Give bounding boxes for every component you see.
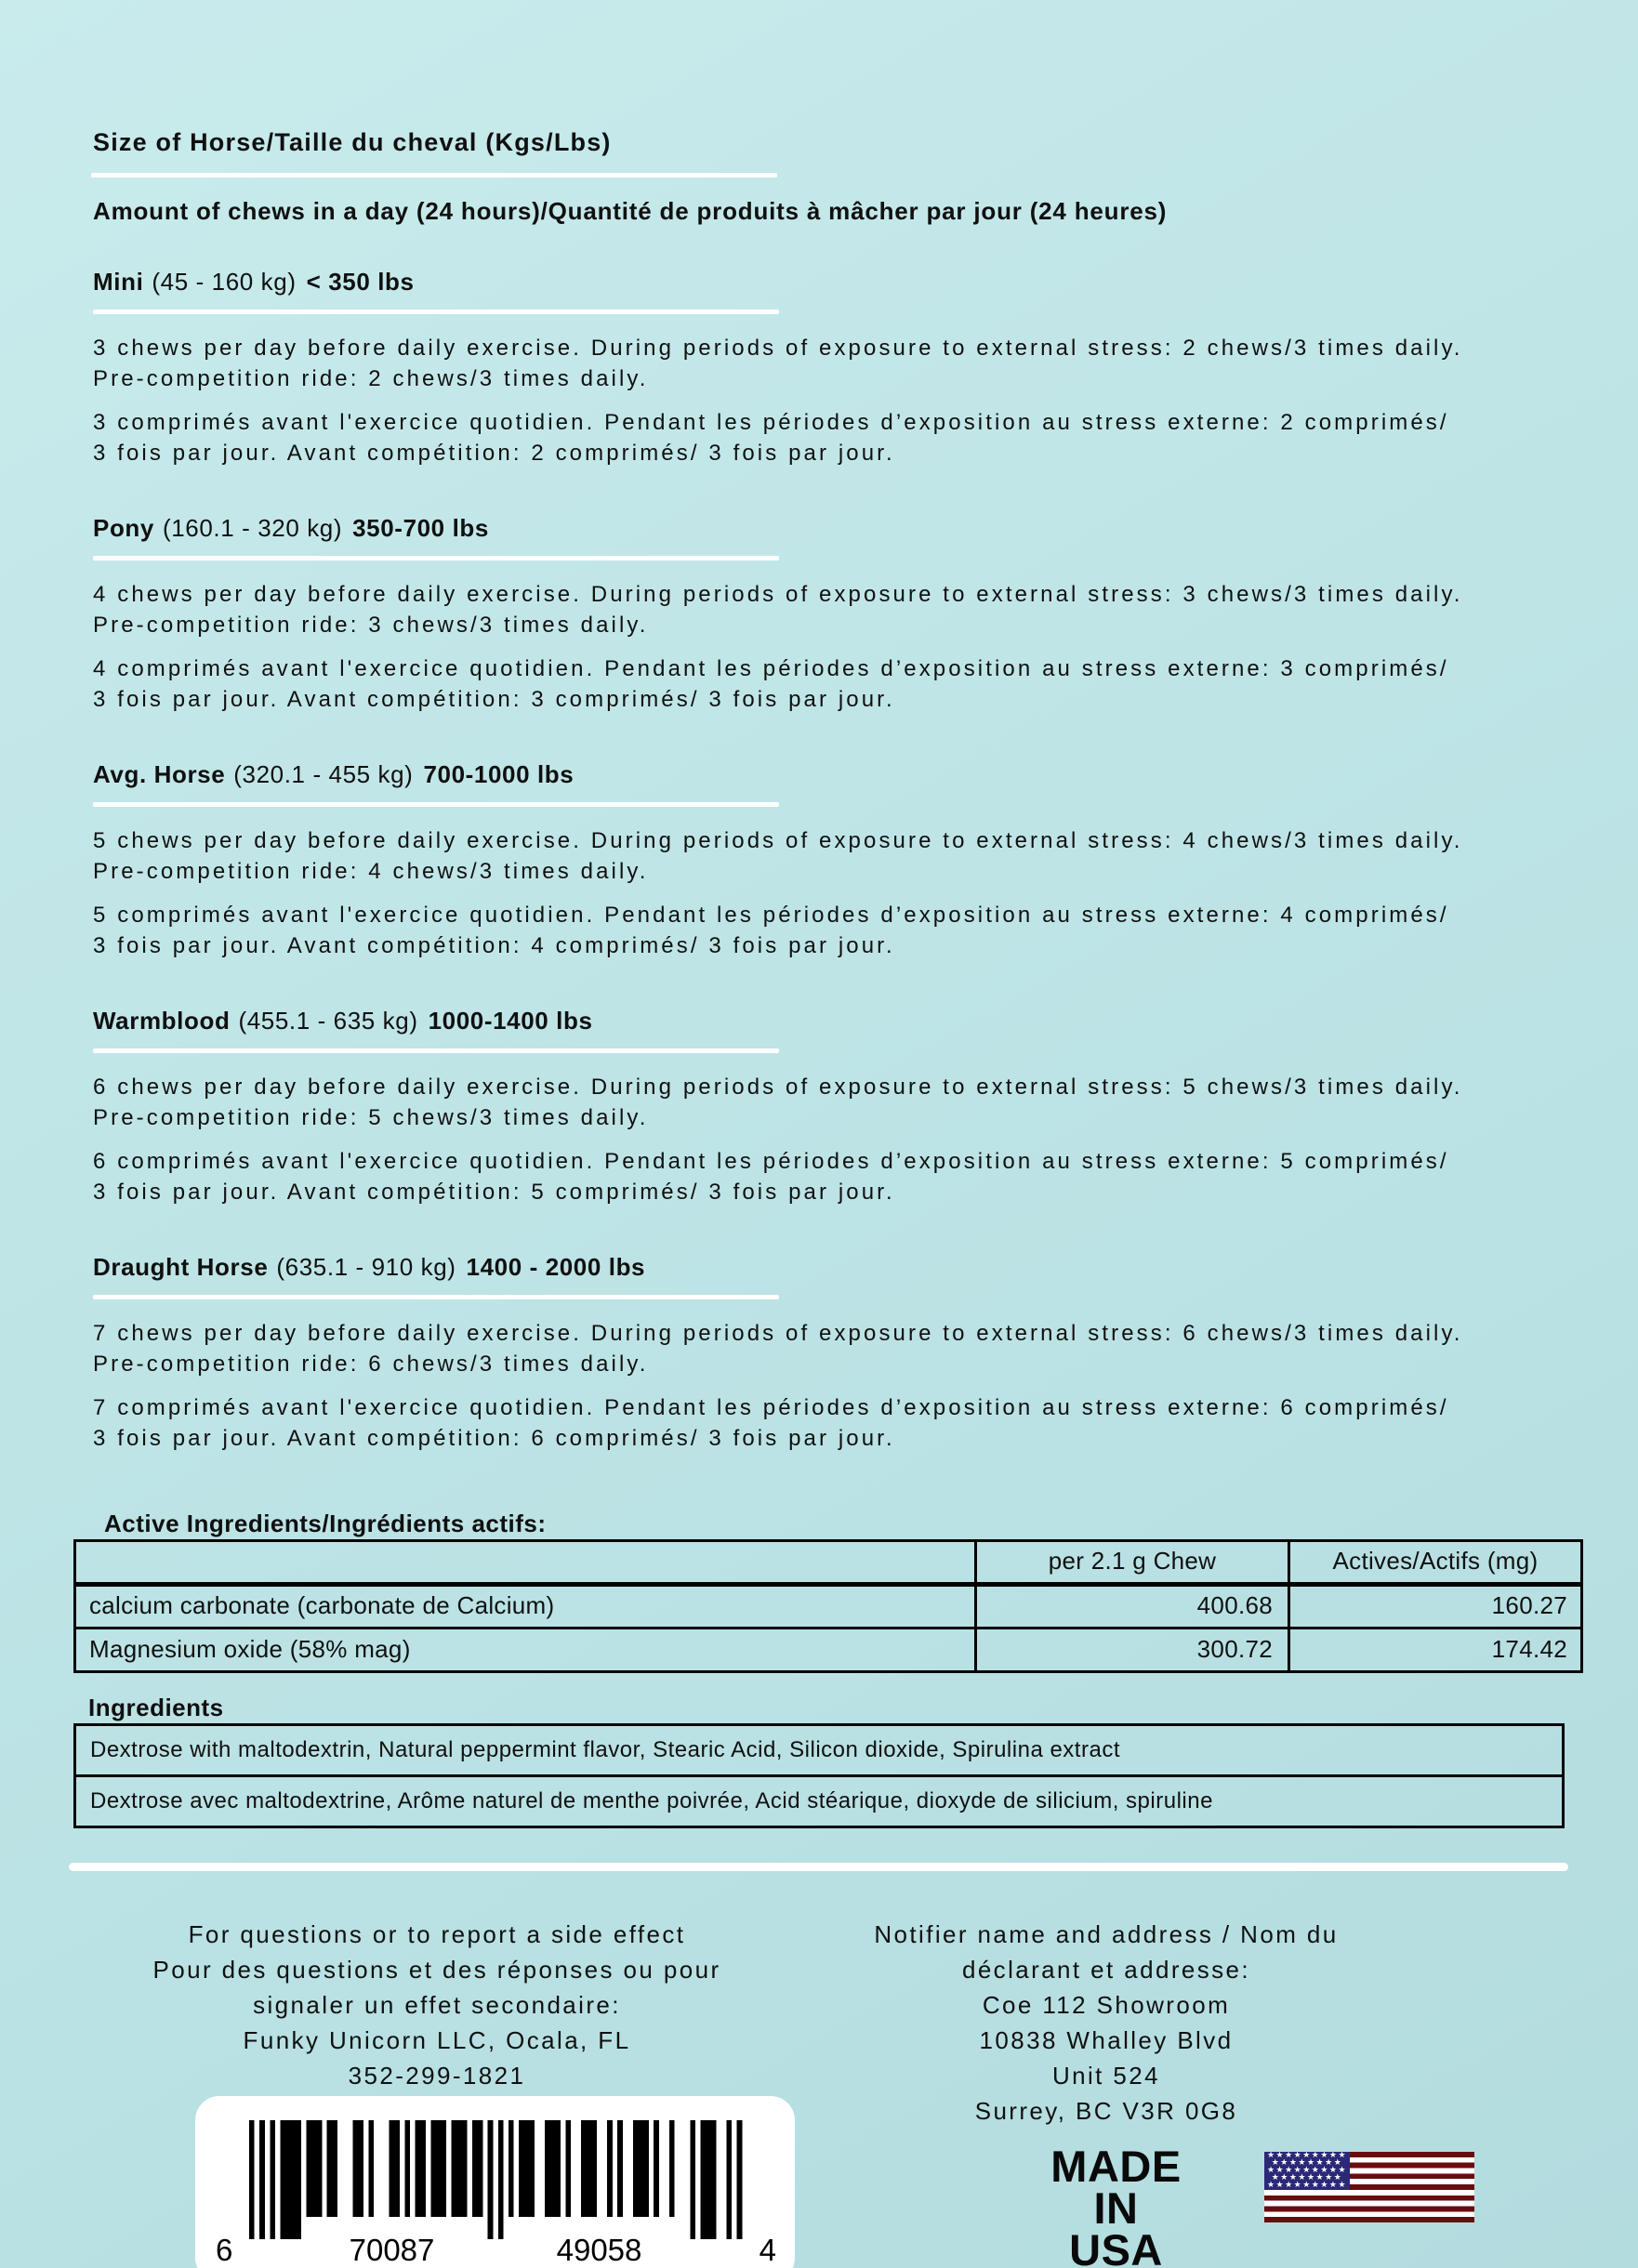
made-line: MADE bbox=[1050, 2142, 1182, 2191]
notifier-line: Unit 524 bbox=[1051, 2062, 1161, 2090]
dose-section-heading bbox=[93, 1253, 1469, 1282]
us-flag-icon bbox=[1264, 2152, 1474, 2222]
lbs-range: < 350 lbs bbox=[306, 268, 415, 296]
made-line: USA bbox=[1069, 2225, 1163, 2268]
table-row bbox=[75, 1585, 1582, 1628]
contact-line: Pour des questions et des réponses ou pour bbox=[152, 1956, 721, 1984]
dose-section-draught-horse bbox=[93, 1253, 1469, 1454]
table-header-row bbox=[75, 1541, 1582, 1585]
kg-range: (45 - 160 kg) bbox=[152, 268, 297, 296]
dose-text-fr: 7 comprimés avant l'exercice quotidien. Pendant les périodes d’exposition au stress externe: 6 comprimés/ 3 fois par jour. Avant compétition: 6 comprimés/ 3 fois par jour. bbox=[93, 1395, 1449, 1451]
dose-section-heading bbox=[93, 760, 1469, 789]
dose-section-warmblood bbox=[93, 1007, 1469, 1207]
dose-text-en: 3 chews per day before daily exercise. During periods of exposure to external stress: 2 chews/3 times daily. Pre-competition ride: 2 chews/3 times daily. bbox=[93, 336, 1463, 391]
page-subtitle: Amount of chews in a day (24 hours)/Quantité de produits à mâcher par jour (24 heures) bbox=[93, 197, 1168, 225]
ingredients-en: Dextrose with maltodextrin, Natural peppermint flavor, Stearic Acid, Silicon dioxide, Spirulina extract bbox=[90, 1737, 1120, 1762]
flag-canton: ★★★★★★★★★ ★★★★★★★★ ★★★★★★★★★ ★★★★★★★★ ★★★★★★★★★ bbox=[1264, 2152, 1350, 2190]
dose-section-pony bbox=[93, 514, 1469, 715]
lbs-range: 700-1000 lbs bbox=[423, 760, 575, 788]
kg-range: (635.1 - 910 kg) bbox=[276, 1253, 456, 1281]
lbs-range: 1400 - 2000 lbs bbox=[466, 1253, 646, 1281]
section-underline bbox=[93, 310, 779, 314]
contact-line: For questions or to report a side effect bbox=[188, 1920, 686, 1948]
section-underline bbox=[93, 556, 779, 560]
made-line: IN bbox=[1093, 2183, 1139, 2233]
dose-section-avg-horse bbox=[93, 760, 1469, 961]
page-title: Size of Horse/Taille du cheval (Kgs/Lbs) bbox=[93, 128, 612, 156]
table-row bbox=[75, 1628, 1582, 1672]
white-divider bbox=[69, 1863, 1568, 1871]
contact-line: Funky Unicorn LLC, Ocala, FL bbox=[243, 2026, 631, 2054]
section-underline bbox=[93, 1048, 779, 1053]
notifier-line: Coe 112 Showroom bbox=[982, 1991, 1231, 2019]
barcode-digit-trail: 4 bbox=[759, 2233, 776, 2267]
kg-range: (455.1 - 635 kg) bbox=[238, 1007, 418, 1035]
title-underline bbox=[91, 173, 777, 178]
horse-size-name: Pony bbox=[93, 514, 154, 542]
barcode bbox=[195, 2096, 795, 2268]
dose-text-en: 4 chews per day before daily exercise. During periods of exposure to external stress: 3 chews/3 times daily. Pre-competition ride: 3 chews/3 times daily. bbox=[93, 582, 1463, 638]
ingredient-name: calcium carbonate (carbonate de Calcium) bbox=[75, 1585, 976, 1628]
section-underline bbox=[93, 1295, 779, 1299]
dose-section-heading bbox=[93, 268, 1469, 297]
dose-section-heading bbox=[93, 1007, 1469, 1035]
per-chew-value: 300.72 bbox=[976, 1628, 1289, 1672]
per-chew-value: 400.68 bbox=[976, 1585, 1289, 1628]
barcode-bars-icon bbox=[249, 2120, 743, 2239]
active-ingredients-title: Active Ingredients/Ingrédients actifs: bbox=[104, 1510, 547, 1537]
contact-block bbox=[84, 1917, 790, 2093]
notifier-block bbox=[837, 1917, 1376, 2129]
header-empty-cell bbox=[75, 1541, 976, 1585]
dose-text-fr: 5 comprimés avant l'exercice quotidien. Pendant les périodes d’exposition au stress externe: 4 comprimés/ 3 fois par jour. Avant compétition: 4 comprimés/ 3 fois par jour. bbox=[93, 903, 1449, 958]
section-underline bbox=[93, 802, 779, 807]
barcode-digit-group2: 49058 bbox=[556, 2233, 642, 2267]
actives-value: 174.42 bbox=[1289, 1628, 1582, 1672]
dose-section-mini bbox=[93, 268, 1469, 468]
made-in-usa-text bbox=[1007, 2142, 1225, 2268]
actives-value: 160.27 bbox=[1289, 1585, 1582, 1628]
kg-range: (320.1 - 455 kg) bbox=[233, 760, 414, 788]
notifier-line: Notifier name and address / Nom du bbox=[874, 1920, 1339, 1948]
dose-section-heading bbox=[93, 514, 1469, 543]
lbs-range: 350-700 lbs bbox=[352, 514, 489, 542]
lbs-range: 1000-1400 lbs bbox=[428, 1007, 593, 1035]
horse-size-name: Warmblood bbox=[93, 1007, 231, 1035]
barcode-digit-group1: 70087 bbox=[349, 2233, 435, 2267]
ingredients-box bbox=[73, 1723, 1565, 1828]
ingredients-fr: Dextrose avec maltodextrine, Arôme naturel de menthe poivrée, Acid stéarique, dioxyde de silicium, spiruline bbox=[76, 1774, 1562, 1826]
dose-text-fr: 4 comprimés avant l'exercice quotidien. Pendant les périodes d’exposition au stress externe: 3 comprimés/ 3 fois par jour. Avant compétition: 3 comprimés/ 3 fois par jour. bbox=[93, 656, 1449, 712]
active-ingredients-table bbox=[73, 1539, 1583, 1673]
header-actives: Actives/Actifs (mg) bbox=[1289, 1541, 1582, 1585]
dose-text-en: 7 chews per day before daily exercise. During periods of exposure to external stress: 6 chews/3 times daily. Pre-competition ride: 6 chews/3 times daily. bbox=[93, 1321, 1463, 1377]
kg-range: (160.1 - 320 kg) bbox=[162, 514, 343, 542]
horse-size-name: Mini bbox=[93, 268, 144, 296]
dose-text-fr: 6 comprimés avant l'exercice quotidien. Pendant les périodes d’exposition au stress externe: 5 comprimés/ 3 fois par jour. Avant compétition: 5 comprimés/ 3 fois par jour. bbox=[93, 1149, 1449, 1205]
dose-text-en: 6 chews per day before daily exercise. During periods of exposure to external stress: 5 chews/3 times daily. Pre-competition ride: 5 chews/3 times daily. bbox=[93, 1075, 1463, 1130]
contact-phone: 352-299-1821 bbox=[348, 2062, 526, 2090]
dose-text-fr: 3 comprimés avant l'exercice quotidien. Pendant les périodes d’exposition au stress externe: 2 comprimés/ 3 fois par jour. Avant compétition: 2 comprimés/ 3 fois par jour. bbox=[93, 410, 1449, 466]
notifier-line: déclarant et addresse: bbox=[961, 1956, 1251, 1984]
ingredient-name: Magnesium oxide (58% mag) bbox=[75, 1628, 976, 1672]
barcode-digit-lead: 6 bbox=[216, 2233, 233, 2267]
horse-size-name: Draught Horse bbox=[93, 1253, 269, 1281]
ingredients-title: Ingredients bbox=[88, 1694, 224, 1721]
dose-text-en: 5 chews per day before daily exercise. During periods of exposure to external stress: 4 chews/3 times daily. Pre-competition ride: 4 chews/3 times daily. bbox=[93, 828, 1463, 884]
horse-size-name: Avg. Horse bbox=[93, 760, 226, 788]
notifier-line: 10838 Whalley Blvd bbox=[979, 2026, 1234, 2054]
header-per-chew: per 2.1 g Chew bbox=[976, 1541, 1289, 1585]
contact-line: signaler un effet secondaire: bbox=[253, 1991, 621, 2019]
notifier-line: Surrey, BC V3R 0G8 bbox=[974, 2097, 1238, 2125]
